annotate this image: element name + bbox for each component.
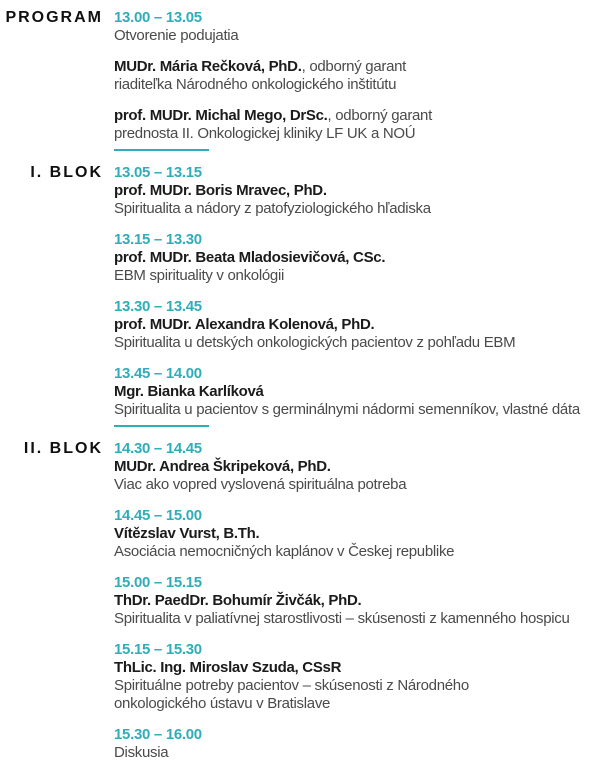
entry-body (114, 182, 600, 218)
entry-line (114, 76, 600, 94)
entry-body (114, 659, 600, 713)
entry-line (114, 125, 600, 143)
section-divider (114, 149, 209, 151)
entry-line (114, 334, 600, 352)
entry-line (114, 267, 600, 285)
entry-text: , odborný garant (327, 107, 432, 124)
entry-line (114, 27, 600, 45)
speaker-name: ThDr. PaedDr. Bohumír Živčák, PhD. (114, 592, 362, 609)
entry-line (114, 592, 600, 610)
entry-line (114, 107, 600, 125)
entry-line (114, 610, 600, 628)
entry-time: 13.45 – 14.00 (114, 365, 202, 382)
entry-time: 13.05 – 13.15 (114, 164, 202, 181)
entry-text: Otvorenie podujatia (114, 27, 239, 44)
speaker-name: prof. MUDr. Alexandra Kolenová, PhD. (114, 316, 375, 333)
entry-body (114, 744, 600, 762)
entry-body (114, 458, 600, 494)
entry-text: Spiritualita u detských onkologických pacientov z pohľadu EBM (114, 334, 516, 351)
entry-line (114, 458, 600, 476)
entry-body (114, 383, 600, 419)
entry-line (114, 744, 600, 762)
entry-paragraph (114, 458, 600, 494)
schedule-section (0, 440, 600, 762)
entry-line (114, 677, 600, 695)
entry-line (114, 200, 600, 218)
entry-line (114, 182, 600, 200)
entry-body (114, 316, 600, 352)
entry-time: 15.15 – 15.30 (114, 641, 202, 658)
entry-paragraph (114, 182, 600, 218)
entry-paragraph (114, 249, 600, 285)
speaker-name: MUDr. Mária Rečková, PhD. (114, 58, 302, 75)
entry-body (114, 525, 600, 561)
schedule-entry (114, 641, 600, 713)
entry-body (114, 27, 600, 143)
entry-time: 13.30 – 13.45 (114, 298, 202, 315)
entry-line (114, 249, 600, 267)
schedule-entry (114, 574, 600, 628)
speaker-name: prof. MUDr. Michal Mego, DrSc. (114, 107, 328, 124)
schedule-entry (114, 507, 600, 561)
entry-text: prednosta II. Onkologickej kliniky LF UK a NOÚ (114, 125, 416, 142)
entry-line (114, 476, 600, 494)
entry-time: 14.45 – 15.00 (114, 507, 202, 524)
entry-text: Spirituálne potreby pacientov – skúsenosti z Národného (114, 677, 469, 694)
entry-text: Diskusia (114, 744, 169, 761)
section-entries (114, 440, 600, 762)
schedule-entry (114, 440, 600, 494)
entry-paragraph (114, 27, 600, 45)
entry-time: 13.00 – 13.05 (114, 9, 202, 26)
entry-text: Asociácia nemocničných kaplánov v Českej republike (114, 543, 455, 560)
speaker-name: ThLic. Ing. Miroslav Szuda, CSsR (114, 659, 342, 676)
entry-body (114, 592, 600, 628)
schedule-entry (114, 726, 600, 762)
entry-text: Spiritualita a nádory z patofyziologického hľadiska (114, 200, 431, 217)
schedule-section (0, 9, 600, 143)
speaker-name: MUDr. Andrea Škripeková, PhD. (114, 458, 331, 475)
entry-line (114, 543, 600, 561)
speaker-name: prof. MUDr. Boris Mravec, PhD. (114, 182, 327, 199)
section-entries (114, 164, 600, 419)
entry-line (114, 525, 600, 543)
entry-paragraph (114, 107, 600, 143)
section-divider-row (0, 149, 600, 151)
entry-body (114, 249, 600, 285)
section-label: II. BLOK (23, 440, 103, 457)
entry-text: Viac ako vopred vyslovená spirituálna potreba (114, 476, 407, 493)
schedule-entry (114, 164, 600, 218)
entry-time: 15.00 – 15.15 (114, 574, 202, 591)
entry-paragraph (114, 58, 600, 94)
schedule-entry (114, 298, 600, 352)
section-entries (114, 9, 600, 143)
entry-paragraph (114, 659, 600, 713)
entry-text: EBM spirituality v onkológii (114, 267, 285, 284)
entry-paragraph (114, 383, 600, 419)
entry-time: 14.30 – 14.45 (114, 440, 202, 457)
entry-line (114, 383, 600, 401)
entry-line (114, 58, 600, 76)
section-label: PROGRAM (5, 9, 103, 26)
speaker-name: prof. MUDr. Beata Mladosievičová, CSc. (114, 249, 386, 266)
entry-text: Spiritualita v paliatívnej starostlivosti – skúsenosti z kamenného hospicu (114, 610, 570, 627)
entry-paragraph (114, 592, 600, 628)
schedule-entry (114, 231, 600, 285)
entry-line (114, 401, 600, 419)
schedule-entry (114, 365, 600, 419)
schedule-entry (114, 9, 600, 143)
entry-paragraph (114, 316, 600, 352)
section-divider-row (0, 425, 600, 427)
entry-line (114, 695, 600, 713)
entry-time: 15.30 – 16.00 (114, 726, 202, 743)
entry-paragraph (114, 525, 600, 561)
entry-time: 13.15 – 13.30 (114, 231, 202, 248)
speaker-name: Vítězslav Vurst, B.Th. (114, 525, 260, 542)
entry-text: , odborný garant (301, 58, 407, 75)
entry-paragraph (114, 744, 600, 762)
speaker-name: Mgr. Bianka Karlíková (114, 383, 264, 400)
entry-line (114, 659, 600, 677)
entry-line (114, 316, 600, 334)
schedule-section (0, 164, 600, 419)
section-label: I. BLOK (30, 164, 103, 181)
section-divider (114, 425, 209, 427)
entry-text: onkologického ústavu v Bratislave (114, 695, 331, 712)
entry-text: riaditeľka Národného onkologického inštitútu (114, 76, 397, 93)
entry-text: Spiritualita u pacientov s germinálnymi nádormi semenníkov, vlastné dáta (114, 401, 580, 418)
